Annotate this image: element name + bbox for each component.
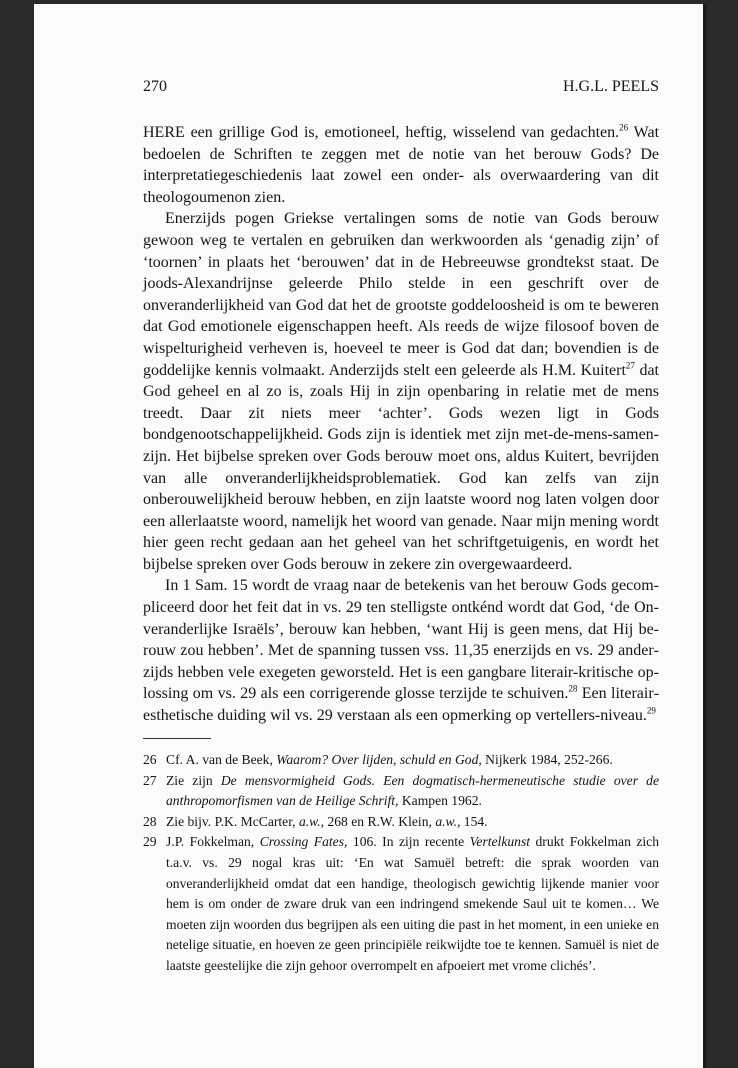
book-title: Crossing Fates,	[259, 834, 348, 850]
book-title: Vertelkunst	[469, 834, 531, 850]
running-header	[143, 78, 659, 96]
running-title: H.G.L. PEELS	[563, 78, 659, 95]
footnote-28: 28 Zie bijv. P.K. McCarter, a.w., 268 en R.W. Klein, a.w., 154.	[143, 813, 488, 829]
footnote-29: 29 J.P. Fokkelman, Crossing Fates, 106. In zijn recente Vertelkunst drukt Fokkelman zich t.a.v. vs. 29 nogal kras uit: ‘En wat Samuël betreft: die sprak woorden van onveranderlijkheid omdat dat een handige, theologisch gewichtig lijkende manier voor hem is om onder de zware druk van een indringend smekende Saul uit te komen… We moeten zijn woorden dus begrijpen als een uiting die past in het moment, in een unieke en netelige situatie, en hoeven ze geen principiële reikwijdte toe te kennen. Samuël is niet de laatste geestelijke die zijn gehoor overrompelt en afpoeiert met vrome clichés’.	[143, 834, 659, 973]
footnotes	[143, 750, 659, 977]
page-edge	[703, 4, 706, 1068]
footnote-27: 27 Zie zijn De mensvormigheid Gods. Een dogmatisch-hermeneutische studie over de anthropomorfismen van de Heilige Schrift, Kampen 1962.	[143, 772, 659, 809]
paragraph-1: HERE een grillige God is, emotioneel, heftig, wisselend van gedachten.$^{26}$ Wat bedoelen de Schriften te zeggen met de notie van het berouw Gods? De interpretatiegeschiedenis laat zowel een onder- als overwaardering van dit theologoumenon zien.	[143, 122, 660, 206]
footnote-ref-27: 27	[625, 360, 635, 371]
book-page	[34, 4, 706, 1068]
footnote-ref-26: 26	[619, 122, 629, 133]
book-title: De mensvormigheid Gods. Een dogmatisch-hermeneutische studie over de anthropomorfismen van de Heilige Schrift,	[166, 772, 659, 809]
footnote-26: 26 Cf. A. van de Beek, Waarom? Over lijden, schuld en God, Nijkerk 1984, 252-266.	[143, 752, 613, 767]
footnote-ref-29: 29	[646, 705, 656, 716]
page-number: 270	[143, 78, 167, 95]
paragraph-3: In 1 Sam. 15 wordt de vraag naar de betekenis van het berouw Gods gecompliceerd door het feit dat in vs. 29 ten stelligste ontkénd wordt dat God, ‘de Onveranderlijke Israëls’, berouw kan hebben, ‘want Hij is geen mens, dat Hij berouw zou hebben’. Met de spanning tussen vss. 11,35 enerzijds en vs. 29 anderzijds hebben vele exegeten geworsteld. Het is een gangbare literair-kritische oplossing om vs. 29 als een corrigerende glosse terzijde te schuiven.$^{28}$ Een literairesthetische duiding wil vs. 29 verstaan als een opmerking op vertellers-niveau.$^{29}$	[143, 577, 660, 725]
book-title: Waarom? Over lijden, schuld en God,	[276, 752, 482, 767]
footnote-rule	[143, 738, 211, 739]
body-text	[143, 122, 659, 727]
footnote-ref-28: 28	[568, 684, 578, 695]
paragraph-2: Enerzijds pogen Griekse vertalingen soms de notie van Gods berouw gewoon weg te vertalen en gebruiken dan werkwoorden als ‘genadig zijn’ of ‘toornen’ in plaats het ‘berouwen’ dat in de Hebreeuwse grondtekst staat. De joods-Alexandrijnse geleerde Philo stelde in een geschrift over de onveranderlijkheid van God dat het de grootste goddeloosheid is om te beweren dat God emotionele eigenschappen heeft. Als reeds de wijze filosoof boven de wispelturigheid verheven is, hoeveel te meer is God dat dan; bovendien is de goddelijke kennis volmaakt. Anderzijds stelt een geleerde als H.M. Kuitert$^{27}$ dat God geheel en al zo is, zoals Hij in zijn openbaring in relatie met de mens treedt. Daar zit niets meer ‘achter’. Gods wezen ligt in Gods bondgenootschappelijkheid. Gods zijn is identiek met zijn met-de-mens-samen-zijn. Het bijbelse spreken over Gods berouw moet ons, aldus Kuitert, bevrijden van alle onveranderlijkheidsproblematiek. God kan zelfs van zijn onberouwelijkheid berouw hebben, en zijn laatste woord nog laten volgen door een allerlaatste woord, namelijk het woord van genade. Naar mijn mening wordt hier geen recht gedaan aan het geheel van het schriftgetuigenis, en wordt het bijbelse spreken over Gods berouw in zekere zin overgewaardeerd.	[143, 210, 660, 573]
